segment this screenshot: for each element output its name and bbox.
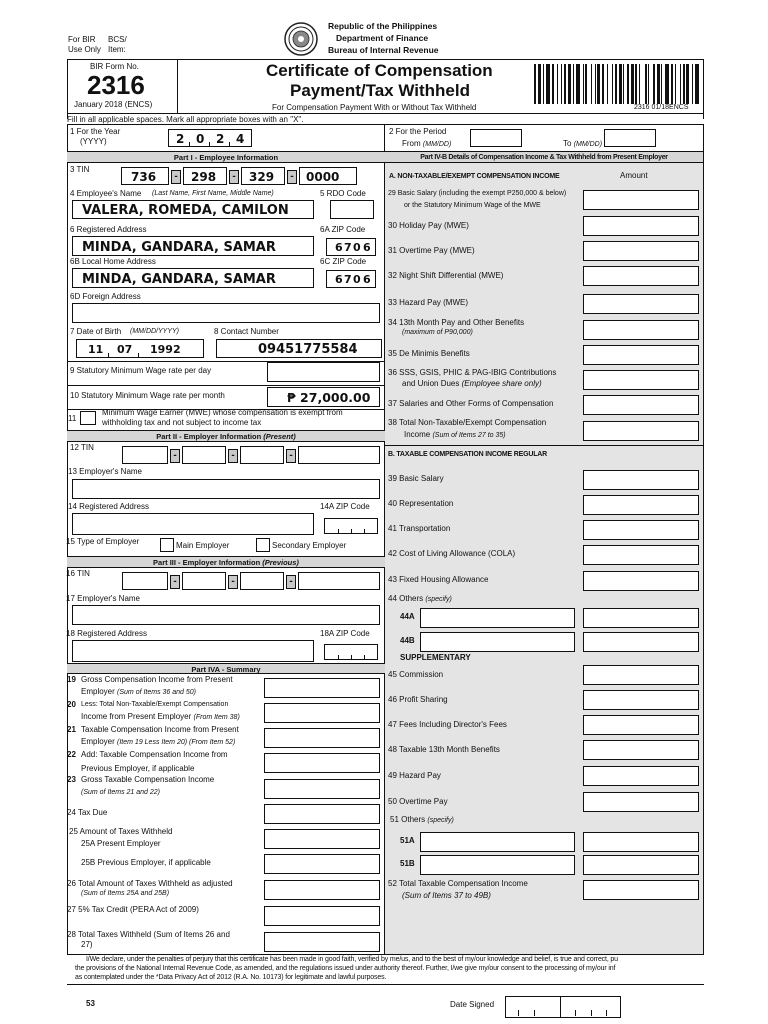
item19-field[interactable]	[264, 678, 380, 698]
item36-label: 36 SSS, GSIS, PHIC & PAG-IBIG Contributions	[388, 368, 557, 377]
prev-tin-field-4[interactable]	[298, 572, 380, 590]
item20-num: 20	[67, 700, 76, 709]
item1-label: 1 For the Year	[70, 127, 121, 136]
item33-field[interactable]	[583, 294, 699, 314]
item26-sub: (Sum of Items 25A and 25B)	[81, 890, 170, 897]
item49-field[interactable]	[583, 766, 699, 786]
item4-label: 4 Employee's Name	[70, 189, 142, 198]
main-employer-label: Main Employer	[176, 541, 230, 550]
department-text: Department of Finance	[336, 33, 429, 43]
item44a-label: 44A	[400, 612, 415, 621]
item34-field[interactable]	[583, 320, 699, 340]
from-label: From (MM/DD)	[402, 139, 452, 148]
item48-label: 48 Taxable 13th Month Benefits	[388, 745, 500, 754]
item23-field[interactable]	[264, 779, 380, 799]
barcode-code: 2316 01/18ENCS	[634, 104, 689, 111]
employer-tin-field-1[interactable]	[122, 446, 168, 464]
item44b-label: 44B	[400, 636, 415, 645]
year-digit-1: 2	[176, 132, 185, 146]
item29-field[interactable]	[583, 190, 699, 210]
item49-label: 49 Hazard Pay	[388, 771, 441, 780]
item33-label: 33 Hazard Pay (MWE)	[388, 298, 469, 307]
item43-field[interactable]	[583, 571, 699, 591]
item8-label: 8 Contact Number	[214, 327, 279, 336]
item29-label2: or the Statutory Minimum Wage of the MWE	[404, 202, 541, 209]
zip-6c-digit-3: 0	[353, 273, 361, 286]
item51a-label: 51A	[400, 836, 415, 845]
zip-6a-digit-2: 7	[344, 241, 352, 254]
item46-field[interactable]	[583, 690, 699, 710]
item26-label: 26 Total Amount of Taxes Withheld as adjusted	[67, 879, 233, 888]
date-signed-label: Date Signed	[450, 1000, 495, 1009]
for-bir-label: For BIR	[68, 35, 96, 44]
prev-tin-field-1[interactable]	[122, 572, 168, 590]
item2-label: 2 For the Period	[389, 127, 447, 136]
section-a-title: A. NON-TAXABLE/EXEMPT COMPENSATION INCOME	[389, 173, 560, 180]
item40-label: 40 Representation	[388, 499, 454, 508]
item21-num: 21	[67, 725, 76, 734]
item50-field[interactable]	[583, 792, 699, 812]
instruction-text: Fill in all applicable spaces. Mark all appropriate boxes with an "X".	[67, 115, 304, 124]
supplementary-title: SUPPLEMENTARY	[400, 653, 471, 662]
item32-label: 32 Night Shift Differential (MWE)	[388, 271, 504, 280]
foreign-address-field[interactable]	[72, 303, 380, 323]
part2-title: Part II - Employer Information (Present)	[67, 430, 385, 442]
item30-field[interactable]	[583, 216, 699, 236]
item51a-desc-field[interactable]	[420, 832, 575, 852]
item21-field[interactable]	[264, 728, 380, 748]
item20-field[interactable]	[264, 703, 380, 723]
secondary-employer-checkbox[interactable]	[256, 538, 270, 552]
item28-label: 28 Total Taxes Withheld (Sum of Items 26 and	[67, 930, 230, 939]
item1-sub: (YYYY)	[80, 137, 107, 146]
item12-label: 12 TIN	[70, 443, 94, 452]
use-only-label: Use Only	[68, 45, 101, 54]
date-signed-field[interactable]	[505, 996, 621, 1018]
item53-num: 53	[86, 999, 95, 1008]
item47-field[interactable]	[583, 715, 699, 735]
bureau-text: Bureau of Internal Revenue	[328, 45, 439, 55]
item37-field[interactable]	[583, 395, 699, 415]
zip-6c-digit-4: 6	[363, 273, 371, 286]
period-to-field[interactable]	[604, 129, 656, 147]
item26-field[interactable]	[264, 880, 380, 900]
item35-field[interactable]	[583, 345, 699, 365]
item6-label: 6 Registered Address	[70, 225, 147, 234]
item15-label: 15 Type of Employer	[66, 537, 140, 546]
item39-field[interactable]	[583, 470, 699, 490]
tin-part-3: 329	[249, 170, 275, 184]
item34-label: 34 13th Month Pay and Other Benefits	[388, 318, 525, 327]
item45-field[interactable]	[583, 665, 699, 685]
period-from-field[interactable]	[470, 129, 522, 147]
declaration-line1: I/We declare, under the penalties of perjury that this certificate has been made in good faith, verified by me/us, and to the best of my/our knowledge and belief, is true and correct, pu	[86, 956, 618, 963]
item7-sub: (MM/DD/YYYY)	[130, 328, 179, 335]
prev-tin-field-3[interactable]	[240, 572, 284, 590]
item20-label2: Income from Present Employer (From Item 38)	[81, 712, 240, 721]
part4b-title: Part IV-B Details of Compensation Income & Tax Withheld from Present Employer	[385, 151, 703, 163]
item44b-desc-field[interactable]	[420, 632, 575, 652]
item52-label: 52 Total Taxable Compensation Income	[388, 879, 528, 888]
item11-text2: withholding tax and not subject to income tax	[102, 418, 262, 427]
item7-label: 7 Date of Birth	[70, 327, 122, 336]
item17-label: 17 Employer's Name	[66, 594, 140, 603]
employee-name: VALERA, ROMEDA, CAMILON	[82, 203, 289, 218]
item27-field[interactable]	[264, 906, 380, 926]
item3-label: 3 TIN	[70, 165, 90, 174]
form-number: 2316	[87, 70, 145, 100]
form-title-line2: Payment/Tax Withheld	[290, 81, 470, 100]
item41-field[interactable]	[583, 520, 699, 540]
item47-label: 47 Fees Including Director's Fees	[388, 720, 507, 729]
item5-label: 5 RDO Code	[320, 189, 366, 198]
item19-num: 19	[67, 675, 76, 684]
prev-employer-address-field[interactable]	[72, 640, 314, 662]
item10-label: 10 Statutory Minimum Wage rate per month	[70, 391, 225, 400]
registered-address: MINDA, GANDARA, SAMAR	[82, 240, 276, 255]
item9-label: 9 Statutory Minimum Wage rate per day	[70, 366, 212, 375]
local-address: MINDA, GANDARA, SAMAR	[82, 272, 276, 287]
item27-label: 27 5% Tax Credit (PERA Act of 2009)	[67, 905, 199, 914]
item6d-label: 6D Foreign Address	[70, 292, 141, 301]
item42-label: 42 Cost of Living Allowance (COLA)	[388, 549, 516, 558]
barcode-icon	[534, 64, 700, 104]
item21-label: Taxable Compensation Income from Present	[81, 725, 239, 734]
item30-label: 30 Holiday Pay (MWE)	[388, 221, 469, 230]
item6b-label: 6B Local Home Address	[70, 257, 156, 266]
item52-sub: (Sum of Items 37 to 49B)	[402, 891, 491, 900]
item43-label: 43 Fixed Housing Allowance	[388, 575, 489, 584]
rdo-code-field[interactable]	[330, 200, 374, 219]
min-wage-month: ₱ 27,000.00	[287, 390, 371, 405]
item23-label: Gross Taxable Compensation Income	[81, 775, 215, 784]
prev-employer-name-field[interactable]	[72, 605, 380, 625]
bir-seal-icon	[284, 22, 318, 56]
main-employer-checkbox[interactable]	[160, 538, 174, 552]
item21-label2: Employer (Item 19 Less Item 20) (From Item 52)	[81, 737, 236, 746]
part4a-title: Part IVA - Summary	[67, 663, 385, 674]
employer-tin-field-2[interactable]	[182, 446, 226, 464]
dob-year: 1992	[150, 343, 181, 356]
item36-field[interactable]	[583, 370, 699, 390]
item41-label: 41 Transportation	[388, 524, 451, 533]
item22-label: Add: Taxable Compensation Income from	[81, 750, 228, 759]
mwe-checkbox[interactable]	[80, 411, 96, 425]
tin-part-1: 736	[131, 170, 157, 184]
employer-tin-field-4[interactable]	[298, 446, 380, 464]
dob-day: 07	[117, 343, 133, 356]
item51b-label: 51B	[400, 859, 415, 868]
declaration-line3: as contemplated under the *Data Privacy Act of 2012 (R.A. No. 10173) for legitimate and lawful purposes.	[75, 974, 387, 981]
zip-6a-digit-1: 6	[335, 241, 343, 254]
item19-label2: Employer (Sum of Items 36 and 50)	[81, 687, 197, 696]
item22-field[interactable]	[264, 753, 380, 773]
item25b-field[interactable]	[264, 854, 380, 874]
republic-text: Republic of the Philippines	[328, 21, 438, 31]
zip-6a-digit-3: 0	[353, 241, 361, 254]
item14-label: 14 Registered Address	[68, 502, 149, 511]
item44a-desc-field[interactable]	[420, 608, 575, 628]
part3-title: Part III - Employer Information (Previous)	[67, 556, 385, 568]
item46-label: 46 Profit Sharing	[388, 695, 448, 704]
item51b-field[interactable]	[583, 855, 699, 875]
item32-field[interactable]	[583, 266, 699, 286]
item16-label: 16 TIN	[66, 569, 90, 578]
item45-label: 45 Commission	[388, 670, 444, 679]
item44-label: 44 Others (specify)	[388, 594, 452, 603]
item31-label: 31 Overtime Pay (MWE)	[388, 246, 475, 255]
dob-month: 11	[88, 343, 104, 356]
item22-num: 22	[67, 750, 76, 759]
item51-label: 51 Others (specify)	[390, 815, 454, 824]
employer-address-field[interactable]	[72, 513, 314, 535]
item39-label: 39 Basic Salary	[388, 474, 444, 483]
year-digit-2: 0	[196, 132, 205, 146]
form-subtitle: For Compensation Payment With or Without Tax Withheld	[272, 103, 477, 112]
bcs-label: BCS/	[108, 35, 127, 44]
item20-label: Less: Total Non-Taxable/Exempt Compensation	[81, 701, 229, 708]
item24-field[interactable]	[264, 804, 380, 824]
item18-label: 18 Registered Address	[66, 629, 147, 638]
item38-label2: Income (Sum of Items 27 to 35)	[404, 430, 506, 439]
prev-tin-field-2[interactable]	[182, 572, 226, 590]
declaration-line2: the provisions of the National Internal Revenue Code, as amended, and the regulations issued under authority thereof. Further, I/we give my/our consent to the processing of my/our inf	[75, 965, 616, 972]
section-b-title: B. TAXABLE COMPENSATION INCOME REGULAR	[388, 451, 547, 458]
item6c-label: 6C ZIP Code	[320, 257, 367, 266]
contact-number: 09451775584	[258, 342, 358, 357]
to-label: To (MM/DD)	[563, 139, 603, 148]
item34-sub: (maximum of P90,000)	[402, 329, 473, 336]
item-label: Item:	[108, 45, 126, 54]
item44b-field[interactable]	[583, 632, 699, 652]
item28-field[interactable]	[264, 932, 380, 952]
item35-label: 35 De Minimis Benefits	[388, 349, 470, 358]
item52-field[interactable]	[583, 880, 699, 900]
item11-text1: Minimum Wage Earner (MWE) whose compensation is exempt from	[102, 408, 343, 417]
item48-field[interactable]	[583, 740, 699, 760]
zip-6a-digit-4: 6	[363, 241, 371, 254]
amount-label: Amount	[620, 171, 648, 180]
item18a-label: 18A ZIP Code	[320, 629, 370, 638]
item6a-label: 6A ZIP Code	[320, 225, 366, 234]
min-wage-day-field[interactable]	[267, 362, 380, 382]
tin-part-4: 0000	[306, 170, 340, 184]
item28-label2: 27)	[81, 940, 93, 949]
item23-label2: (Sum of Items 21 and 22)	[81, 789, 160, 796]
item25a-field[interactable]	[264, 829, 380, 849]
item4-sub: (Last Name, First Name, Middle Name)	[152, 190, 274, 197]
tin-part-2: 298	[191, 170, 217, 184]
item38-label: 38 Total Non-Taxable/Exempt Compensation	[388, 418, 547, 427]
item51a-field[interactable]	[583, 832, 699, 852]
employer-name-field[interactable]	[72, 479, 380, 499]
item44a-field[interactable]	[583, 608, 699, 628]
year-digit-4: 4	[236, 132, 245, 146]
item25a-label: 25A Present Employer	[81, 839, 161, 848]
item31-field[interactable]	[583, 241, 699, 261]
form-title-line1: Certificate of Compensation	[266, 61, 493, 80]
item25-label: 25 Amount of Taxes Withheld	[69, 827, 173, 836]
item50-label: 50 Overtime Pay	[388, 797, 448, 806]
item24-label: 24 Tax Due	[67, 808, 108, 817]
year-digit-3: 2	[216, 132, 225, 146]
item51b-desc-field[interactable]	[420, 855, 575, 875]
secondary-employer-label: Secondary Employer	[272, 541, 347, 550]
item13-label: 13 Employer's Name	[68, 467, 142, 476]
item22-label2: Previous Employer, if applicable	[81, 764, 195, 773]
item25b-label: 25B Previous Employer, if applicable	[81, 858, 211, 867]
item40-field[interactable]	[583, 495, 699, 515]
item11-num: 11	[68, 414, 77, 423]
employer-tin-field-3[interactable]	[240, 446, 284, 464]
item36-label2: and Union Dues (Employee share only)	[402, 379, 542, 388]
part1-title: Part I - Employee Information	[67, 151, 385, 163]
zip-6c-digit-1: 6	[335, 273, 343, 286]
form-no-label: BIR Form No.	[90, 62, 139, 71]
item38-field[interactable]	[583, 421, 699, 441]
form-version: January 2018 (ENCS)	[74, 100, 153, 109]
item19-label: Gross Compensation Income from Present	[81, 675, 233, 684]
item42-field[interactable]	[583, 545, 699, 565]
item14a-label: 14A ZIP Code	[320, 502, 370, 511]
item23-num: 23	[67, 775, 76, 784]
item37-label: 37 Salaries and Other Forms of Compensation	[388, 399, 554, 408]
item29-label: 29 Basic Salary (including the exempt P250,000 & below)	[388, 190, 567, 197]
zip-6c-digit-2: 7	[344, 273, 352, 286]
